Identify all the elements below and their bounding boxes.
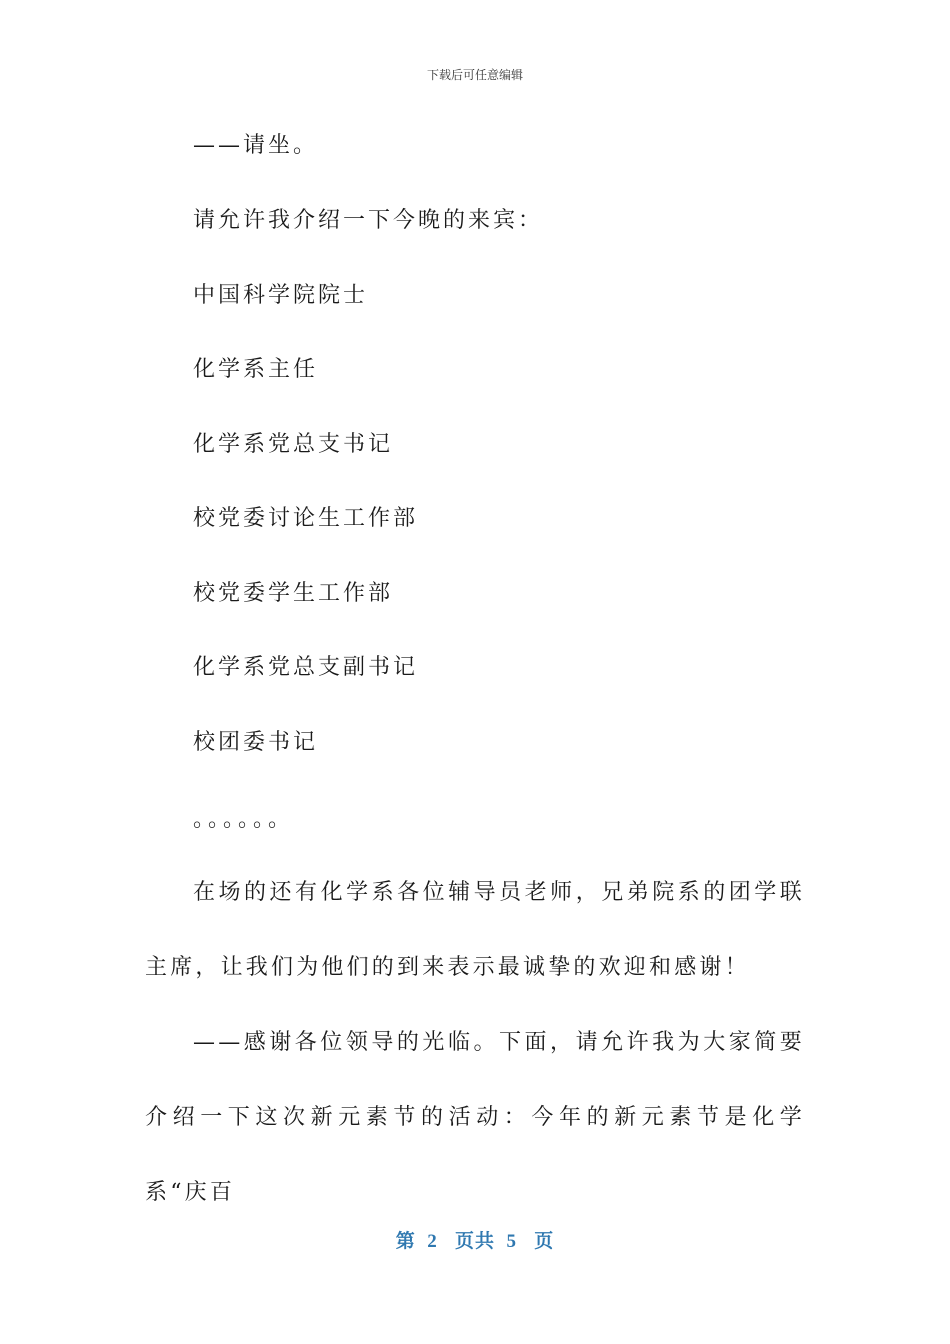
text-line: 请允许我介绍一下今晚的来宾： [193, 208, 544, 233]
body-paragraph: ——感谢各位领导的光临。下面，请允许我为大家简要介绍一下这次新元素节的活动：今年的新元素节是化学系“庆百 [145, 1030, 805, 1205]
footer-suffix: 页 [534, 1231, 555, 1252]
text-line: 化学系党总支副书记 [193, 655, 419, 680]
text-line: 中国科学院院士 [193, 283, 369, 308]
current-page-number: 2 [427, 1231, 438, 1252]
total-pages-number: 5 [506, 1231, 517, 1252]
footer-middle: 页共 [454, 1231, 495, 1252]
text-line: 校团委书记 [193, 730, 319, 755]
text-line: 化学系主任 [193, 357, 319, 382]
body-paragraph: 在场的还有化学系各位辅导员老师，兄弟院系的团学联主席，让我们为他们的到来表示最诚挚的欢迎和感谢！ [145, 880, 805, 980]
ellipsis-line: 。。。。。。 [193, 807, 295, 832]
text-line: 校党委学生工作部 [193, 581, 394, 606]
page-header: 下载后可任意编辑 [426, 68, 523, 82]
text-line: ——请坐。 [193, 133, 319, 158]
text-line: 化学系党总支书记 [193, 432, 394, 457]
footer-prefix: 第 [395, 1231, 416, 1252]
page-footer [0, 1226, 950, 1253]
text-line: 校党委讨论生工作部 [193, 506, 419, 531]
